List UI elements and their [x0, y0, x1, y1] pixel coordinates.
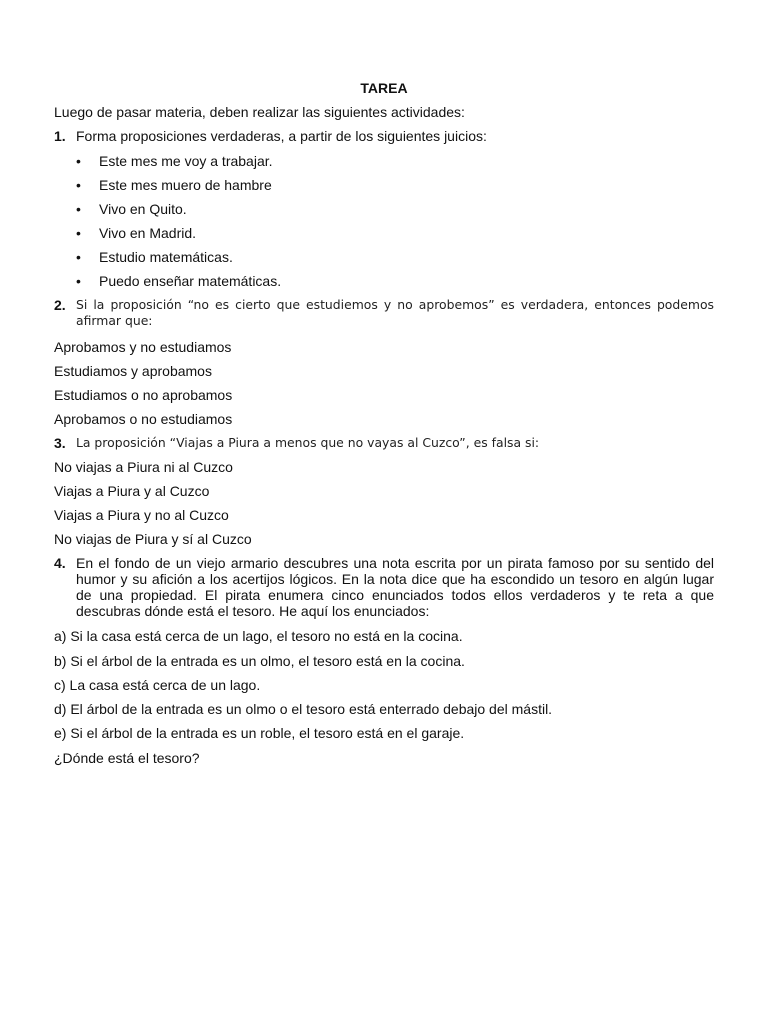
question-3-number: 3.: [54, 435, 66, 451]
bullet-icon: •: [76, 153, 81, 169]
answer-option: No viajas a Piura ni al Cuzco: [54, 459, 233, 475]
list-item: Puedo enseñar matemáticas.: [99, 273, 282, 289]
list-item: Vivo en Quito.: [99, 201, 187, 217]
question-1-number: 1.: [54, 128, 66, 144]
question-4-text: En el fondo de un viejo armario descubres una nota escrita por un pirata famoso por su sentido del humor y su afición a los acertijos lógicos. En la nota dice que ha escondido un tesoro en algún lugar de una propiedad. El pirata enumera cinco enunciados todos ellos verdaderos y te reta a que descubras dónde está el tesoro. He aquí los enunciados:: [76, 555, 714, 619]
document-title: TAREA: [360, 80, 408, 96]
question-2-text: Si la proposición “no es cierto que estudiemos y no aprobemos” es verdadera, entonces podemos afirmar que:: [76, 297, 714, 328]
closing-question: ¿Dónde está el tesoro?: [54, 750, 200, 766]
answer-option: Estudiamos o no aprobamos: [54, 387, 233, 403]
question-2-number: 2.: [54, 297, 66, 313]
statement-item: e) Si el árbol de la entrada es un roble, el tesoro está en el garaje.: [54, 725, 465, 741]
bullet-icon: •: [76, 249, 81, 265]
list-item: Estudio matemáticas.: [99, 249, 233, 265]
answer-option: Viajas a Piura y no al Cuzco: [54, 507, 229, 523]
bullet-icon: •: [76, 273, 81, 289]
question-4-number: 4.: [54, 555, 66, 571]
statement-item: c) La casa está cerca de un lago.: [54, 677, 261, 693]
answer-option: No viajas de Piura y sí al Cuzco: [54, 531, 252, 547]
answer-option: Viajas a Piura y al Cuzco: [54, 483, 210, 499]
bullet-icon: •: [76, 201, 81, 217]
question-1-text: Forma proposiciones verdaderas, a partir de los siguientes juicios:: [76, 128, 487, 144]
answer-option: Estudiamos y aprobamos: [54, 363, 212, 379]
statement-item: b) Si el árbol de la entrada es un olmo, el tesoro está en la cocina.: [54, 653, 465, 669]
statement-item: a) Si la casa está cerca de un lago, el tesoro no está en la cocina.: [54, 628, 463, 644]
intro-text: Luego de pasar materia, deben realizar las siguientes actividades:: [54, 104, 465, 120]
bullet-icon: •: [76, 225, 81, 241]
bullet-icon: •: [76, 177, 81, 193]
list-item: Vivo en Madrid.: [99, 225, 197, 241]
question-3-text: La proposición “Viajas a Piura a menos que no vayas al Cuzco”, es falsa si:: [76, 435, 540, 450]
statement-item: d) El árbol de la entrada es un olmo o el tesoro está enterrado debajo del mástil.: [54, 701, 553, 717]
answer-option: Aprobamos y no estudiamos: [54, 339, 232, 355]
answer-option: Aprobamos o no estudiamos: [54, 411, 233, 427]
list-item: Este mes muero de hambre: [99, 177, 272, 193]
list-item: Este mes me voy a trabajar.: [99, 153, 273, 169]
